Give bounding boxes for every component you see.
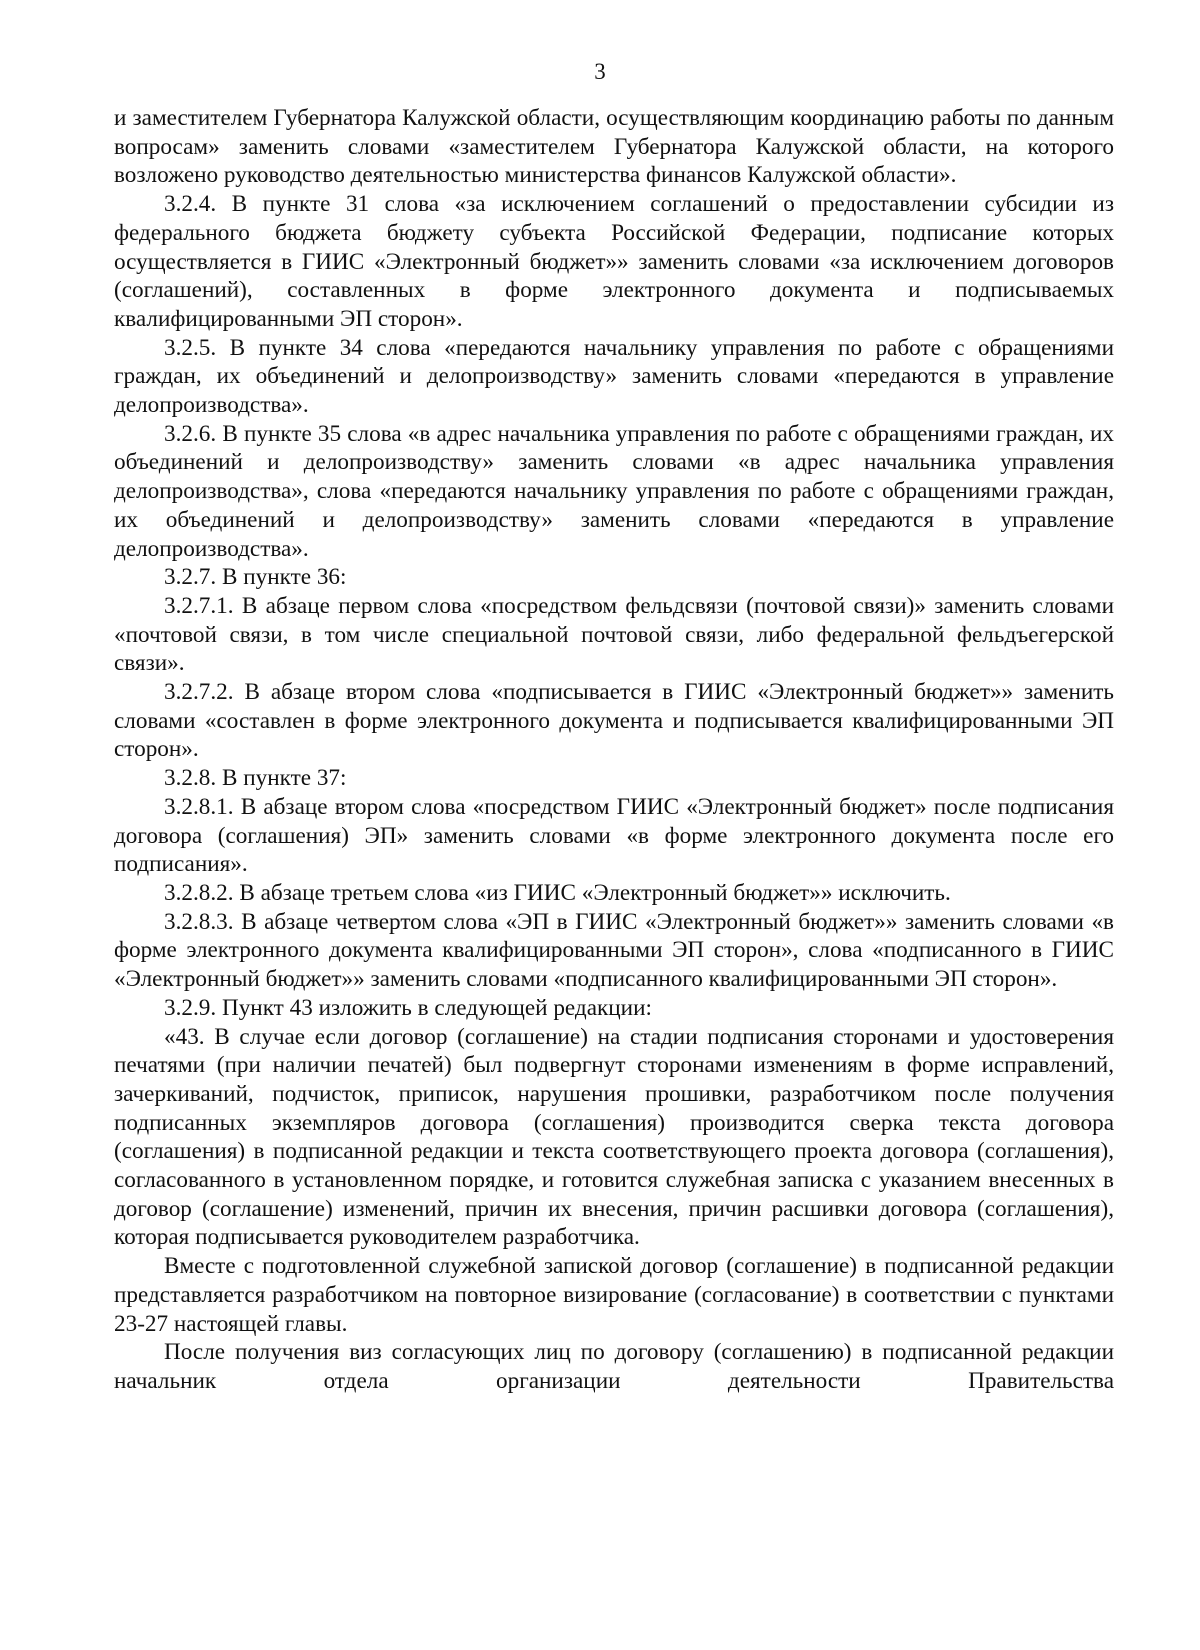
paragraph-3-2-9: 3.2.9. Пункт 43 изложить в следующей редакции: — [164, 994, 652, 1021]
paragraph-3-2-8-1: 3.2.8.1. В абзаце втором слова «посредством ГИИС «Электронный бюджет» после подписания договора (соглашения) ЭП» заменить словами «в форме электронного документа после его подписания». — [114, 793, 1114, 878]
paragraph-3-2-5: 3.2.5. В пункте 34 слова «передаются начальнику управления по работе с обращениями граждан, их объединений и делопроизводству» заменить словами «передаются в управление делопроизводства». — [114, 334, 1114, 419]
paragraph-3-2-7-2: 3.2.7.2. В абзаце втором слова «подписывается в ГИИС «Электронный бюджет»» заменить словами «составлен в форме электронного документа и подписывается квалифицированными ЭП сторон». — [114, 679, 1114, 763]
paragraph-3-2-8-2: 3.2.8.2. В абзаце третьем слова «из ГИИС «Электронный бюджет»» исключить. — [164, 879, 951, 906]
paragraph-together-with: Вместе с подготовленной служебной запиской договор (соглашение) в подписанной редакции представляется разработчиком на повторное визирование (согласование) в соответствии с пунктами 23-27 настоящей главы. — [114, 1253, 1114, 1337]
paragraph-3-2-7: 3.2.7. В пункте 36: — [164, 564, 347, 591]
document-body — [114, 104, 1114, 1396]
paragraph-continuation: и заместителем Губернатора Калужской области, осуществляющим координацию работы по данным вопросам» заменить словами «заместителем Губернатора Калужской области, на которого возложено руководство деятельностью министерства финансов Калужской области». — [114, 105, 1114, 189]
paragraph-43: «43. В случае если договор (соглашение) на стадии подписания сторонами и удостоверения печатями (при наличии печатей) был подвергнут сторонами изменениям в форме исправлений, зачеркиваний, подчисток, приписок, нарушения прошивки, разработчиком после получения подписанных экземпляров договора (соглашения) производится сверка текста договора (соглашения) в подписанной редакции и текста соответствующего проекта договора (соглашения), согласованного в установленном порядке, и готовится служебная записка с указанием внесенных в договор (соглашение) изменений, причин их внесения, причин расшивки договора (соглашения), которая подписывается руководителем разработчика. — [114, 1023, 1114, 1251]
paragraph-after-visas: После получения виз согласующих лиц по договору (соглашению) в подписанной редакции начальник отдела организации деятельности Правительства — [114, 1339, 1114, 1394]
paragraph-3-2-8: 3.2.8. В пункте 37: — [164, 765, 347, 792]
paragraph-3-2-4: 3.2.4. В пункте 31 слова «за исключением соглашений о предоставлении субсидии из федерального бюджета бюджету субъекта Российской Федерации, подписание которых осуществляется в ГИИС «Электронный бюджет»» заменить словами «за исключением договоров (соглашений), составленных в форме электронного документа и подписываемых квалифицированными ЭП сторон». — [114, 191, 1114, 332]
paragraph-3-2-6: 3.2.6. В пункте 35 слова «в адрес начальника управления по работе с обращениями граждан, их объединений и делопроизводству» заменить словами «в адрес начальника управления делопроизводства», слова «передаются начальнику управления по работе с обращениями граждан, их объединений и делопроизводству» заменить словами «передаются в управление делопроизводства». — [114, 420, 1114, 562]
paragraph-3-2-7-1: 3.2.7.1. В абзаце первом слова «посредством фельдсвязи (почтовой связи)» заменить словами «почтовой связи, в том числе специальной почтовой связи, либо федеральной фельдъегерской связи». — [114, 592, 1114, 677]
page-number: 3 — [594, 59, 606, 84]
paragraph-3-2-8-3: 3.2.8.3. В абзаце четвертом слова «ЭП в ГИИС «Электронный бюджет»» заменить словами «в форме электронного документа квалифицированными ЭП сторон», слова «подписанного в ГИИС «Электронный бюджет»» заменить словами «подписанного квалифицированными ЭП сторон». — [114, 908, 1114, 993]
